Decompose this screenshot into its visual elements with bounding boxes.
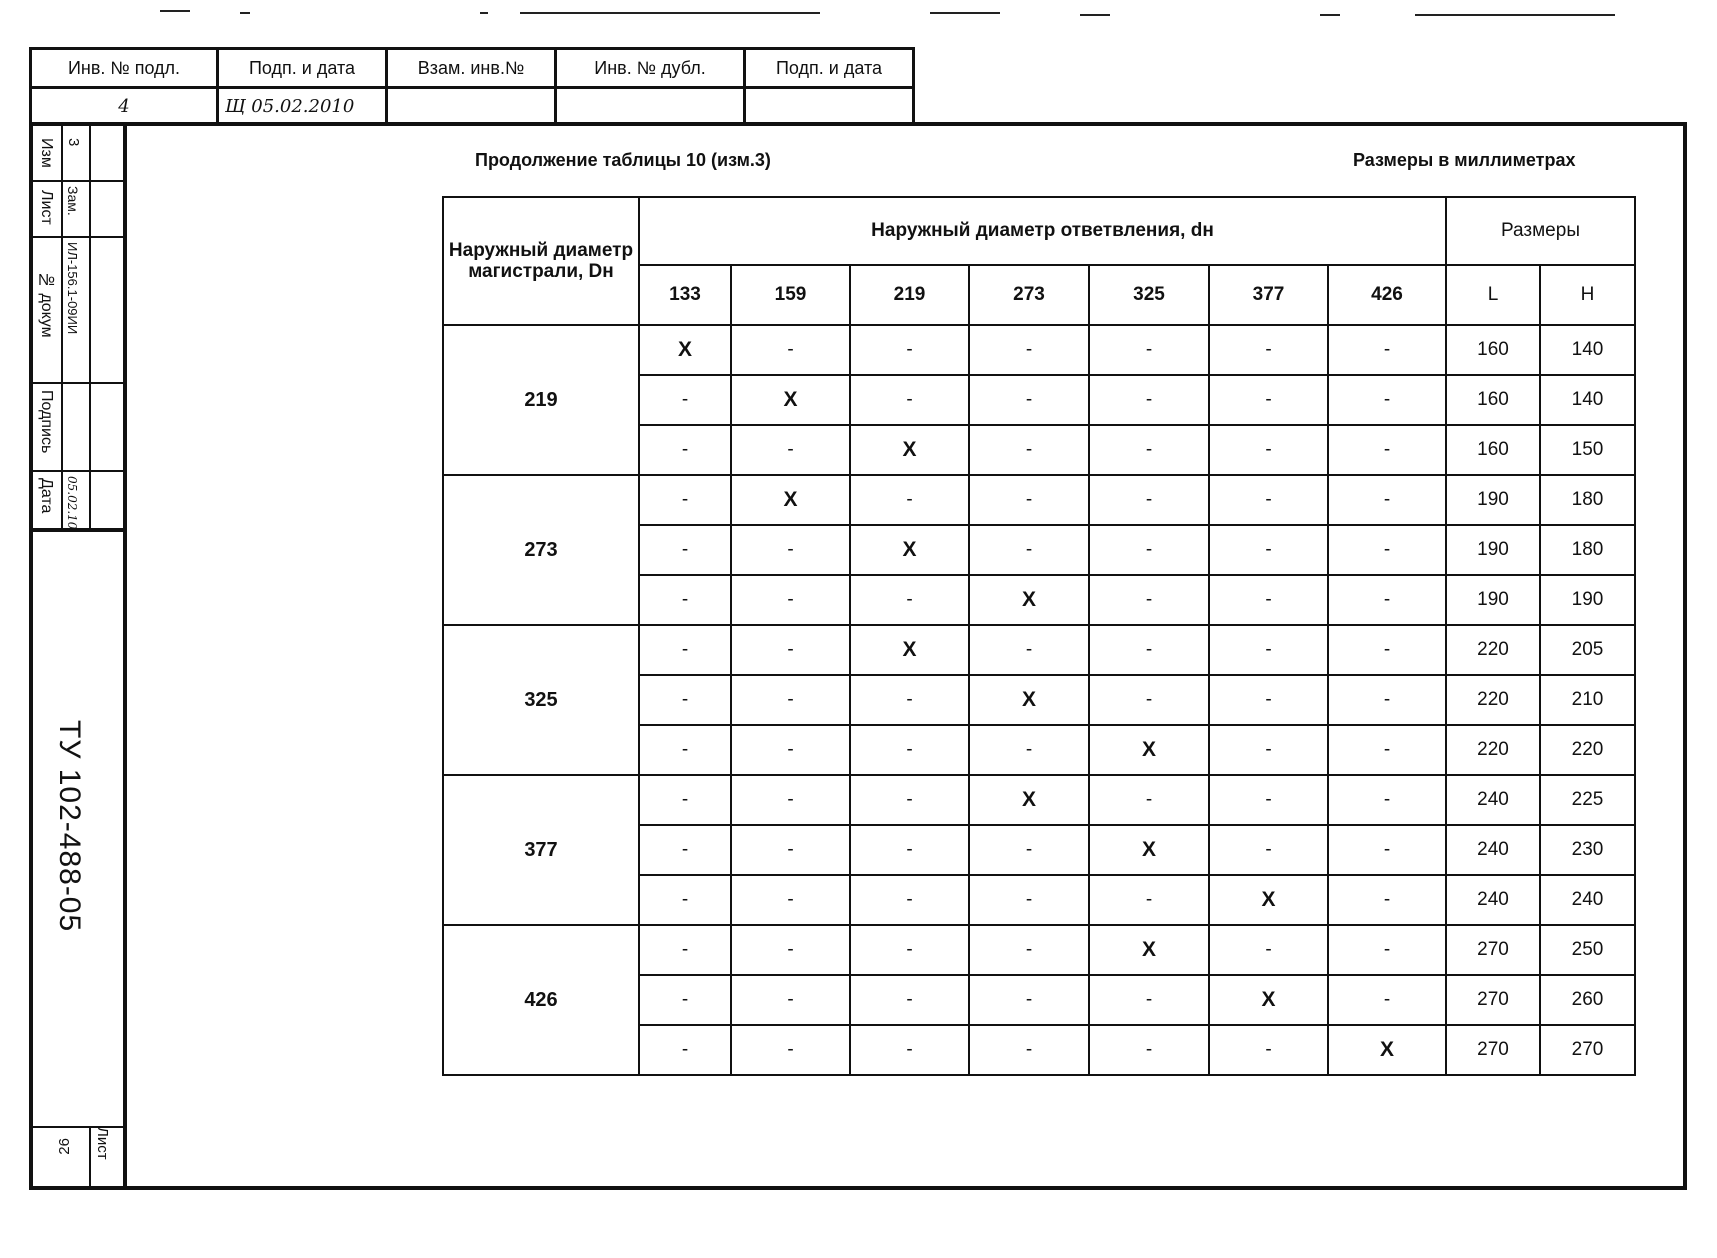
match-mark-cell: X (969, 575, 1089, 625)
empty-mark-cell: - (639, 475, 731, 525)
empty-mark-cell: - (1328, 725, 1446, 775)
dim-L-cell: 190 (1446, 575, 1540, 625)
units-note: Размеры в миллиметрах (1353, 150, 1576, 170)
stamp-header: Подп. и дата (218, 49, 387, 88)
scan-mark (520, 12, 820, 14)
match-mark-cell: X (1089, 725, 1209, 775)
dim-H-cell: 250 (1540, 925, 1635, 975)
match-mark-cell: X (731, 375, 850, 425)
main-diameter-cell: 325 (443, 625, 639, 775)
dim-H-cell: 210 (1540, 675, 1635, 725)
empty-mark-cell: - (639, 975, 731, 1025)
empty-mark-cell: - (639, 575, 731, 625)
dim-L-cell: 160 (1446, 425, 1540, 475)
scan-mark (480, 12, 488, 14)
empty-mark-cell: - (731, 575, 850, 625)
dim-col-header: L (1446, 265, 1540, 325)
empty-mark-cell: - (731, 725, 850, 775)
empty-mark-cell: - (639, 925, 731, 975)
dim-H-cell: 180 (1540, 475, 1635, 525)
scan-mark (1080, 14, 1110, 16)
match-mark-cell: X (969, 775, 1089, 825)
side-label: Изм (38, 138, 55, 168)
side-value: Зам. (65, 186, 81, 216)
dim-L-cell: 160 (1446, 325, 1540, 375)
empty-mark-cell: - (969, 475, 1089, 525)
empty-mark-cell: - (1328, 975, 1446, 1025)
empty-mark-cell: - (1089, 775, 1209, 825)
empty-mark-cell: - (1209, 475, 1328, 525)
branch-col-header: 377 (1209, 265, 1328, 325)
empty-mark-cell: - (731, 675, 850, 725)
side-label: Лист (38, 190, 55, 225)
col-header-dims: Размеры (1446, 197, 1635, 265)
branch-col-header: 426 (1328, 265, 1446, 325)
dim-H-cell: 230 (1540, 825, 1635, 875)
stamp-header: Подп. и дата (745, 49, 914, 88)
dim-H-cell: 190 (1540, 575, 1635, 625)
dim-L-cell: 160 (1446, 375, 1540, 425)
empty-mark-cell: - (1209, 925, 1328, 975)
empty-mark-cell: - (731, 975, 850, 1025)
dim-H-cell: 270 (1540, 1025, 1635, 1075)
scan-mark (240, 12, 250, 14)
empty-mark-cell: - (850, 325, 969, 375)
match-mark-cell: X (1089, 825, 1209, 875)
empty-mark-cell: - (639, 675, 731, 725)
empty-mark-cell: - (1328, 375, 1446, 425)
empty-mark-cell: - (969, 875, 1089, 925)
match-mark-cell: X (850, 525, 969, 575)
match-mark-cell: X (1089, 925, 1209, 975)
empty-mark-cell: - (1328, 525, 1446, 575)
dim-L-cell: 220 (1446, 675, 1540, 725)
stamp-value (387, 88, 556, 125)
empty-mark-cell: - (1089, 1025, 1209, 1075)
scan-mark (1415, 14, 1615, 16)
side-label: Подпись (38, 390, 55, 454)
empty-mark-cell: - (731, 875, 850, 925)
stamp-header: Инв. № дубл. (556, 49, 745, 88)
table-row (443, 475, 1635, 525)
dim-L-cell: 190 (1446, 525, 1540, 575)
match-mark-cell: X (1328, 1025, 1446, 1075)
dim-L-cell: 240 (1446, 825, 1540, 875)
empty-mark-cell: - (639, 1025, 731, 1075)
approval-stamp (29, 47, 915, 126)
stamp-value (745, 88, 914, 125)
empty-mark-cell: - (969, 925, 1089, 975)
dimensions-table (442, 196, 1636, 1076)
empty-mark-cell: - (1089, 375, 1209, 425)
empty-mark-cell: - (969, 825, 1089, 875)
empty-mark-cell: - (969, 625, 1089, 675)
side-stamp (29, 122, 127, 1190)
empty-mark-cell: - (639, 425, 731, 475)
dim-H-cell: 240 (1540, 875, 1635, 925)
empty-mark-cell: - (639, 725, 731, 775)
empty-mark-cell: - (1328, 425, 1446, 475)
branch-col-header: 273 (969, 265, 1089, 325)
empty-mark-cell: - (1209, 725, 1328, 775)
dim-H-cell: 225 (1540, 775, 1635, 825)
empty-mark-cell: - (1089, 325, 1209, 375)
dim-H-cell: 180 (1540, 525, 1635, 575)
dim-H-cell: 260 (1540, 975, 1635, 1025)
empty-mark-cell: - (1089, 675, 1209, 725)
empty-mark-cell: - (639, 625, 731, 675)
empty-mark-cell: - (731, 775, 850, 825)
empty-mark-cell: - (731, 825, 850, 875)
branch-col-header: 159 (731, 265, 850, 325)
table-row (443, 625, 1635, 675)
empty-mark-cell: - (1209, 575, 1328, 625)
col-header-main: Наружный диаметр магистрали, Dн (443, 197, 639, 325)
match-mark-cell: X (639, 325, 731, 375)
empty-mark-cell: - (1209, 425, 1328, 475)
col-header-branch: Наружный диаметр ответвления, dн (639, 197, 1446, 265)
empty-mark-cell: - (969, 325, 1089, 375)
empty-mark-cell: - (969, 375, 1089, 425)
dim-L-cell: 270 (1446, 1025, 1540, 1075)
scan-mark (1320, 14, 1340, 16)
empty-mark-cell: - (1328, 475, 1446, 525)
empty-mark-cell: - (731, 525, 850, 575)
empty-mark-cell: - (1328, 625, 1446, 675)
empty-mark-cell: - (850, 1025, 969, 1075)
empty-mark-cell: - (850, 925, 969, 975)
empty-mark-cell: - (1209, 675, 1328, 725)
empty-mark-cell: - (731, 625, 850, 675)
divider (89, 1126, 91, 1186)
empty-mark-cell: - (1089, 975, 1209, 1025)
match-mark-cell: X (1209, 975, 1328, 1025)
empty-mark-cell: - (850, 675, 969, 725)
empty-mark-cell: - (1328, 925, 1446, 975)
empty-mark-cell: - (1209, 525, 1328, 575)
empty-mark-cell: - (1089, 475, 1209, 525)
main-diameter-cell: 426 (443, 925, 639, 1075)
empty-mark-cell: - (1089, 575, 1209, 625)
empty-mark-cell: - (1328, 875, 1446, 925)
empty-mark-cell: - (850, 825, 969, 875)
stamp-header: Взам. инв.№ (387, 49, 556, 88)
empty-mark-cell: - (1209, 325, 1328, 375)
main-diameter-cell: 377 (443, 775, 639, 925)
stamp-value (556, 88, 745, 125)
empty-mark-cell: - (731, 425, 850, 475)
sheet-number: 26 (56, 1138, 73, 1155)
stamp-value: 4 (31, 88, 218, 125)
empty-mark-cell: - (969, 725, 1089, 775)
empty-mark-cell: - (969, 425, 1089, 475)
stamp-header: Инв. № подл. (31, 49, 218, 88)
empty-mark-cell: - (639, 775, 731, 825)
empty-mark-cell: - (850, 375, 969, 425)
dim-H-cell: 205 (1540, 625, 1635, 675)
empty-mark-cell: - (1328, 775, 1446, 825)
table-caption: Продолжение таблицы 10 (изм.3) (475, 150, 771, 170)
empty-mark-cell: - (1089, 525, 1209, 575)
dim-L-cell: 270 (1446, 975, 1540, 1025)
main-diameter-cell: 219 (443, 325, 639, 475)
empty-mark-cell: - (639, 825, 731, 875)
empty-mark-cell: - (969, 975, 1089, 1025)
match-mark-cell: X (731, 475, 850, 525)
empty-mark-cell: - (1328, 825, 1446, 875)
empty-mark-cell: - (850, 975, 969, 1025)
empty-mark-cell: - (850, 775, 969, 825)
dim-L-cell: 240 (1446, 875, 1540, 925)
empty-mark-cell: - (639, 525, 731, 575)
side-label: № докум (38, 272, 55, 338)
empty-mark-cell: - (731, 1025, 850, 1075)
main-diameter-cell: 273 (443, 475, 639, 625)
side-value: ИЛ-156.1-09ИИ (65, 242, 80, 335)
empty-mark-cell: - (1328, 675, 1446, 725)
dim-L-cell: 270 (1446, 925, 1540, 975)
empty-mark-cell: - (850, 575, 969, 625)
empty-mark-cell: - (639, 875, 731, 925)
side-value: 05.02.10 (65, 476, 79, 530)
table-row (443, 925, 1635, 975)
empty-mark-cell: - (639, 375, 731, 425)
dim-col-header: H (1540, 265, 1635, 325)
branch-col-header: 133 (639, 265, 731, 325)
dim-H-cell: 220 (1540, 725, 1635, 775)
dim-L-cell: 240 (1446, 775, 1540, 825)
empty-mark-cell: - (850, 875, 969, 925)
empty-mark-cell: - (1209, 375, 1328, 425)
empty-mark-cell: - (1089, 625, 1209, 675)
dim-L-cell: 190 (1446, 475, 1540, 525)
empty-mark-cell: - (731, 925, 850, 975)
match-mark-cell: X (850, 625, 969, 675)
stamp-value: Щ 05.02.2010 (218, 88, 387, 125)
empty-mark-cell: - (1328, 325, 1446, 375)
scan-mark (160, 10, 190, 12)
dim-H-cell: 140 (1540, 375, 1635, 425)
empty-mark-cell: - (1209, 825, 1328, 875)
dim-H-cell: 140 (1540, 325, 1635, 375)
dim-H-cell: 150 (1540, 425, 1635, 475)
empty-mark-cell: - (1328, 575, 1446, 625)
dim-L-cell: 220 (1446, 725, 1540, 775)
empty-mark-cell: - (850, 725, 969, 775)
empty-mark-cell: - (969, 525, 1089, 575)
branch-col-header: 219 (850, 265, 969, 325)
table-row (443, 775, 1635, 825)
document-code: ТУ 102-488-05 (53, 720, 86, 933)
empty-mark-cell: - (969, 1025, 1089, 1075)
scan-mark (930, 12, 1000, 14)
empty-mark-cell: - (731, 325, 850, 375)
empty-mark-cell: - (1209, 625, 1328, 675)
match-mark-cell: X (969, 675, 1089, 725)
side-value: 3 (65, 138, 82, 147)
empty-mark-cell: - (850, 475, 969, 525)
empty-mark-cell: - (1089, 425, 1209, 475)
table-row (443, 325, 1635, 375)
match-mark-cell: X (1209, 875, 1328, 925)
match-mark-cell: X (850, 425, 969, 475)
branch-col-header: 325 (1089, 265, 1209, 325)
empty-mark-cell: - (1209, 1025, 1328, 1075)
empty-mark-cell: - (1089, 875, 1209, 925)
side-label: Дата (38, 478, 55, 514)
sheet-label: Лист (94, 1127, 111, 1160)
dim-L-cell: 220 (1446, 625, 1540, 675)
empty-mark-cell: - (1209, 775, 1328, 825)
